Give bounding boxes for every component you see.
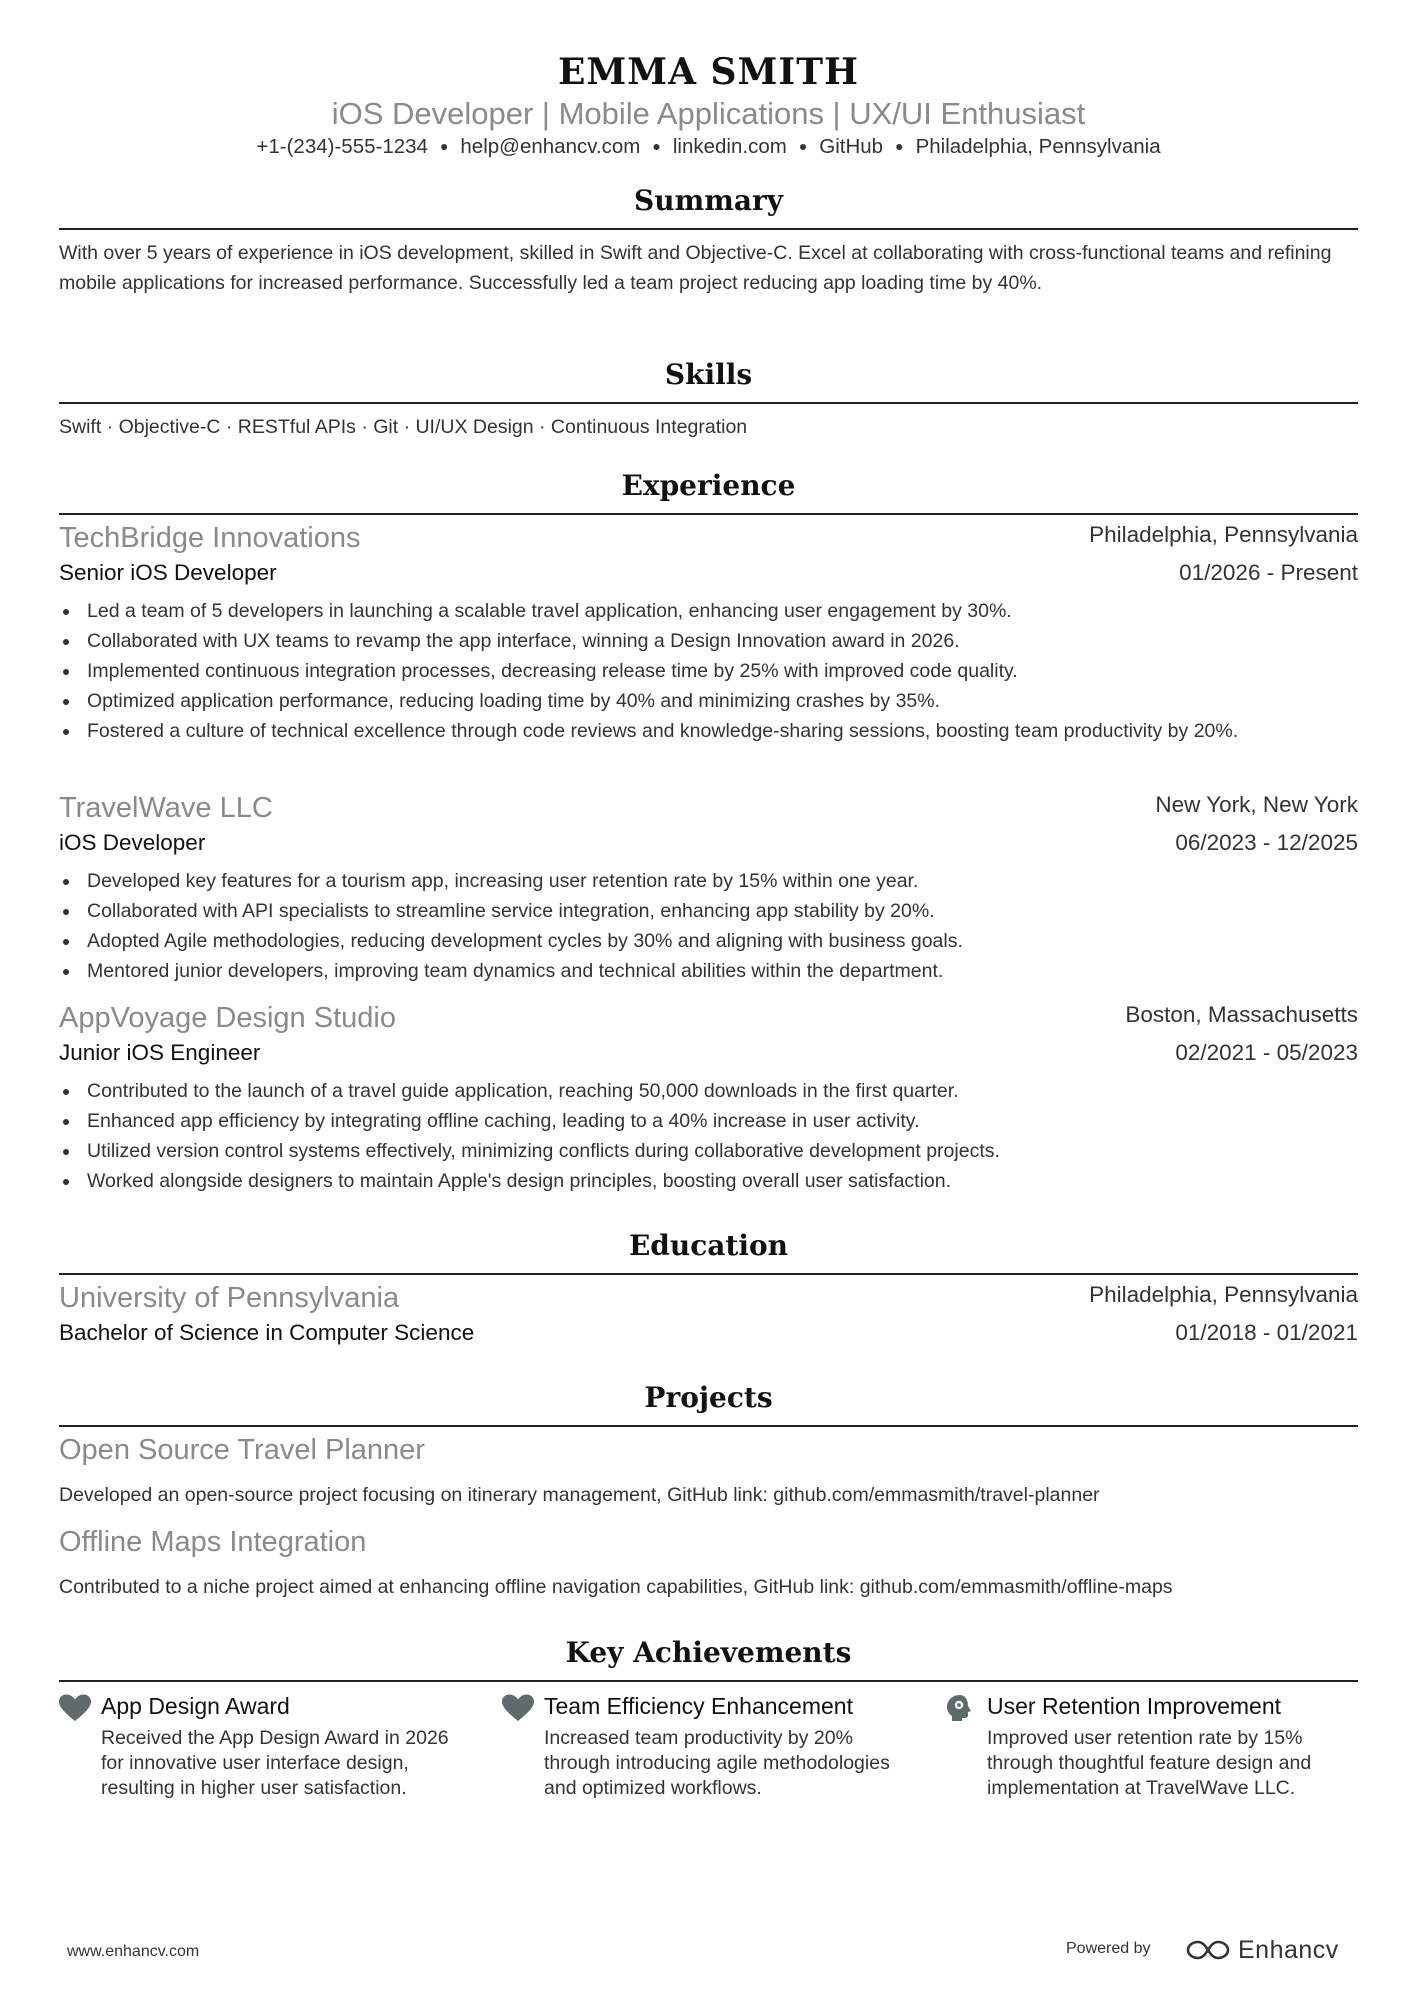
- list-item: Mentored junior developers, improving team dynamics and technical abilities within the department.: [87, 956, 1386, 986]
- project-description: Developed an open-source project focusing on itinerary management, GitHub link: github.com/emmasmith/travel-planner: [59, 1484, 1100, 1506]
- bullet-separator: ●: [652, 138, 661, 154]
- section-divider: [59, 228, 1358, 230]
- job-location: Boston, Massachusetts: [1125, 1002, 1358, 1027]
- job-dates: 01/2026 - Present: [1179, 560, 1358, 585]
- contact-line: [59, 132, 1358, 161]
- job-role: iOS Developer: [59, 830, 206, 855]
- bullet-separator: ●: [895, 138, 904, 154]
- achievement-description: Received the App Design Award in 2026 for innovative user interface design, resulting in higher user satisfaction.: [101, 1727, 449, 1799]
- section-divider: [59, 402, 1358, 404]
- job-role: Senior iOS Developer: [59, 560, 277, 585]
- achievement-description: Improved user retention rate by 15% through thoughtful feature design and implementation at TravelWave LLC.: [987, 1727, 1312, 1799]
- list-item: Fostered a culture of technical excellence through code reviews and knowledge-sharing sessions, boosting team productivity by 20%.: [87, 716, 1386, 746]
- section-divider: [59, 1273, 1358, 1275]
- education-school: University of Pennsylvania: [59, 1282, 400, 1314]
- brain-head-icon: [945, 1694, 977, 1722]
- candidate-name: EMMA SMITH: [557, 51, 860, 93]
- job-company: TravelWave LLC: [59, 792, 273, 824]
- achievement-title: User Retention Improvement: [987, 1693, 1282, 1719]
- job-company: TechBridge Innovations: [59, 522, 361, 554]
- section-title-projects: Projects: [644, 1381, 773, 1414]
- heart-icon: [502, 1694, 534, 1722]
- list-item: Contributed to the launch of a travel guide application, reaching 50,000 downloads in the first quarter.: [87, 1076, 1386, 1106]
- job-role: Junior iOS Engineer: [59, 1040, 261, 1065]
- section-title-skills: Skills: [664, 358, 753, 391]
- achievement-title: Team Efficiency Enhancement: [544, 1693, 853, 1719]
- list-item: Worked alongside designers to maintain Apple's design principles, boosting overall user satisfaction.: [87, 1166, 1386, 1196]
- section-title-summary: Summary: [634, 184, 783, 217]
- list-item: Implemented continuous integration processes, decreasing release time by 25% with improved code quality.: [87, 656, 1386, 686]
- summary-text: With over 5 years of experience in iOS development, skilled in Swift and Objective-C. Excel at collaborating with cross-functional teams and refining mobile applications for increased performance. Successfully led a team project reducing app loading time by 40%.: [59, 242, 1332, 294]
- section-divider: [59, 513, 1358, 515]
- footer-website[interactable]: www.enhancv.com: [67, 1943, 200, 1960]
- project-title: Offline Maps Integration: [59, 1526, 367, 1558]
- contact-email[interactable]: help@enhancv.com: [460, 135, 641, 158]
- section-title-achievements: Key Achievements: [565, 1636, 852, 1669]
- contact-location: Philadelphia, Pennsylvania: [915, 135, 1161, 158]
- section-divider: [59, 1680, 1358, 1682]
- job-location: New York, New York: [1155, 792, 1358, 817]
- achievement-description: Increased team productivity by 20% through introducing agile methodologies and optimized workflows.: [544, 1727, 890, 1799]
- list-item: Enhanced app efficiency by integrating offline caching, leading to a 40% increase in user activity.: [87, 1106, 1386, 1136]
- list-item: Developed key features for a tourism app, increasing user retention rate by 15% within one year.: [87, 866, 1386, 896]
- project-description: Contributed to a niche project aimed at enhancing offline navigation capabilities, GitHub link: github.com/emmasmith/offline-maps: [59, 1576, 1173, 1598]
- project-title: Open Source Travel Planner: [59, 1434, 425, 1466]
- skills-list: Swift · Objective-C · RESTful APIs · Git · UI/UX Design · Continuous Integration: [59, 416, 748, 438]
- job-dates: 06/2023 - 12/2025: [1175, 830, 1358, 855]
- education-dates: 01/2018 - 01/2021: [1175, 1320, 1358, 1345]
- section-title-education: Education: [628, 1229, 789, 1262]
- education-degree: Bachelor of Science in Computer Science: [59, 1320, 475, 1345]
- footer-brand-name: Enhancv: [1238, 1935, 1339, 1964]
- list-item: Adopted Agile methodologies, reducing development cycles by 30% and aligning with business goals.: [87, 926, 1386, 956]
- job-company: AppVoyage Design Studio: [59, 1002, 396, 1034]
- job-bullets: [59, 866, 1386, 986]
- job-dates: 02/2021 - 05/2023: [1175, 1040, 1358, 1065]
- list-item: Collaborated with UX teams to revamp the app interface, winning a Design Innovation award in 2026.: [87, 626, 1386, 656]
- achievement-title: App Design Award: [101, 1693, 290, 1719]
- education-location: Philadelphia, Pennsylvania: [1089, 1282, 1358, 1307]
- bullet-separator: ●: [439, 138, 449, 154]
- list-item: Collaborated with API specialists to streamline service integration, enhancing app stability by 20%.: [87, 896, 1386, 926]
- heart-icon: [59, 1694, 91, 1722]
- section-divider: [59, 1425, 1358, 1427]
- list-item: Optimized application performance, reducing loading time by 40% and minimizing crashes by 35%.: [87, 686, 1386, 716]
- candidate-headline: iOS Developer | Mobile Applications | UX/UI Enthusiast: [331, 96, 1086, 131]
- section-title-experience: Experience: [621, 469, 796, 502]
- job-bullets: [59, 1076, 1386, 1196]
- enhancv-logo-icon: [1186, 1938, 1230, 1962]
- job-bullets: [59, 596, 1386, 746]
- footer-powered-by: Powered by: [1066, 1940, 1151, 1957]
- list-item: Led a team of 5 developers in launching a scalable travel application, enhancing user engagement by 30%.: [87, 596, 1386, 626]
- contact-linkedin[interactable]: linkedin.com: [672, 135, 787, 158]
- footer-brand-logo[interactable]: [1186, 1930, 1339, 1970]
- contact-github[interactable]: GitHub: [819, 135, 884, 158]
- job-location: Philadelphia, Pennsylvania: [1089, 522, 1358, 547]
- bullet-separator: ●: [798, 138, 808, 154]
- list-item: Utilized version control systems effectively, minimizing conflicts during collaborative development projects.: [87, 1136, 1386, 1166]
- contact-phone: +1-(234)-555-1234: [256, 135, 428, 158]
